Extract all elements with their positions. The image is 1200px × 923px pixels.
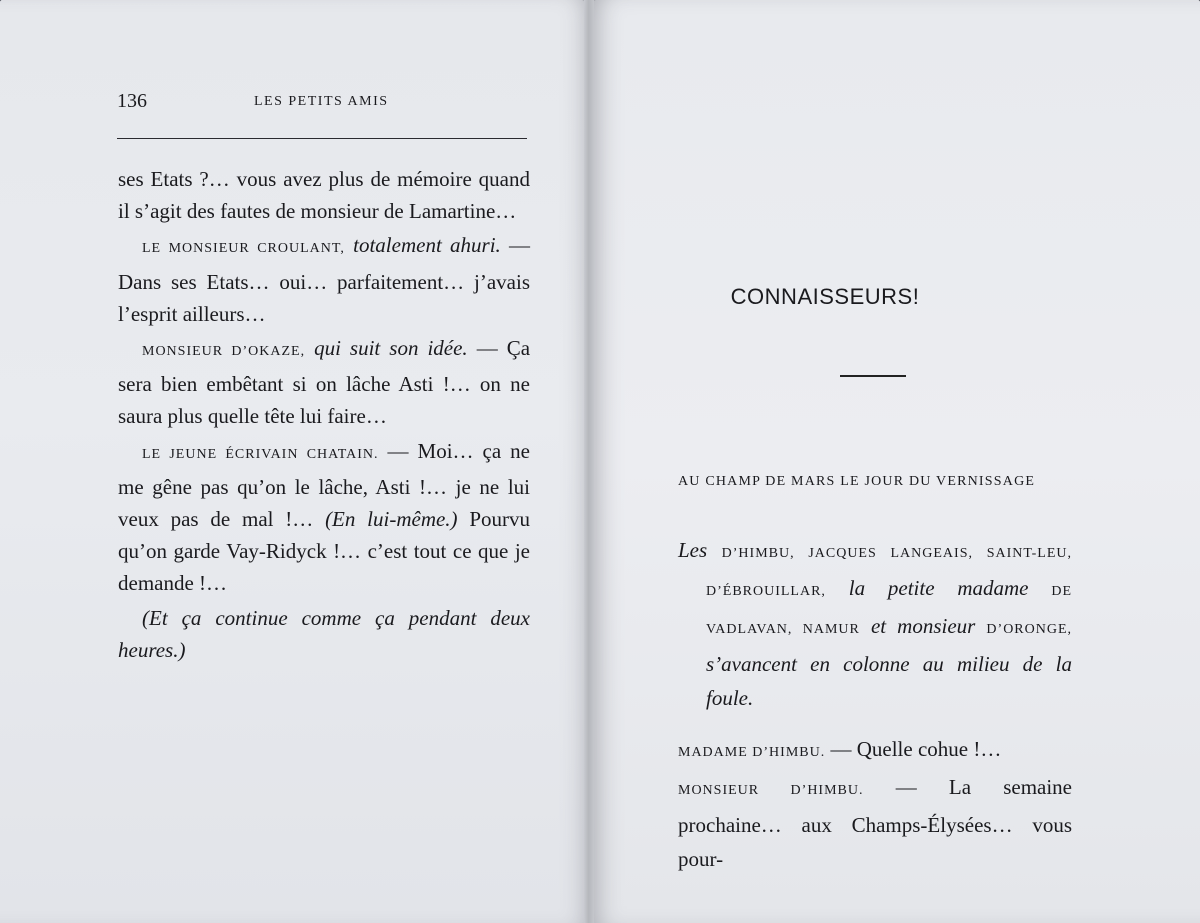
dialogue: — La semaine prochaine… aux Champs-Élysées… vous pour- xyxy=(678,775,1073,871)
running-head xyxy=(117,90,527,120)
paragraph xyxy=(678,770,1072,876)
dialogue: — Quelle cohue !… xyxy=(830,737,1002,761)
paragraph xyxy=(118,602,530,666)
left-page-text xyxy=(118,163,530,668)
page-number: 136 xyxy=(117,90,147,112)
paragraph xyxy=(678,732,1072,770)
dialogue: — Moi… ça ne me gêne pas qu’on le lâche, Asti !… je ne lui veux pas de mal !… xyxy=(118,438,530,532)
speaker: LE MONSIEUR CROULANT, xyxy=(142,241,345,257)
dialogue: Pourvu qu’on garde Vay-Ridyck !… c’est tout ce que je demande !… xyxy=(118,507,531,596)
speaker: MADAME D’HIMBU. xyxy=(678,745,826,760)
book-gutter xyxy=(584,0,594,923)
stage-direction: (En lui-même.) xyxy=(325,507,458,532)
speaker: MONSIEUR D’HIMBU. xyxy=(678,783,864,798)
right-page xyxy=(588,0,1200,923)
running-title: LES PETITS AMIS xyxy=(254,94,389,109)
cast-list xyxy=(678,533,1072,715)
header-rule xyxy=(117,138,527,139)
paragraph xyxy=(118,435,530,600)
stage-direction: (Et ça continue comme ça pendant deux heures.) xyxy=(118,605,530,662)
speaker: MONSIEUR D’OKAZE, xyxy=(142,344,306,360)
title-rule xyxy=(840,375,906,377)
stage-direction: qui suit son idée. xyxy=(314,336,468,361)
paragraph: Les D’HIMBU, JACQUES LANGEAIS, SAINT-LEU, D’ÉBROUILLAR, la petite madame DE VADLAVAN, NAMUR et monsieur D’ORONGE, s’avancent en colonne au milieu de la foule. xyxy=(678,538,1073,710)
paragraph xyxy=(118,332,530,433)
left-page xyxy=(0,0,590,923)
dialogue: — Dans ses Etats… oui… parfaitement… j’avais l’esprit ailleurs… xyxy=(118,233,531,326)
paragraph: ses Etats ?… vous avez plus de mémoire quand il s’agit des fautes de monsieur de Lamartine… xyxy=(118,167,530,224)
dialogue: — Ça sera bien embêtant si on lâche Asti !… on ne saura plus quelle tête lui faire… xyxy=(118,336,531,429)
chapter-title: CONNAISSEURS! xyxy=(730,284,920,309)
speaker: LE JEUNE ÉCRIVAIN CHATAIN. xyxy=(142,446,379,462)
dialogue-block xyxy=(678,732,1072,876)
stage-direction: totalement ahuri. xyxy=(353,233,501,258)
scene-heading: AU CHAMP DE MARS LE JOUR DU VERNISSAGE xyxy=(678,474,1036,489)
paragraph xyxy=(118,229,530,330)
